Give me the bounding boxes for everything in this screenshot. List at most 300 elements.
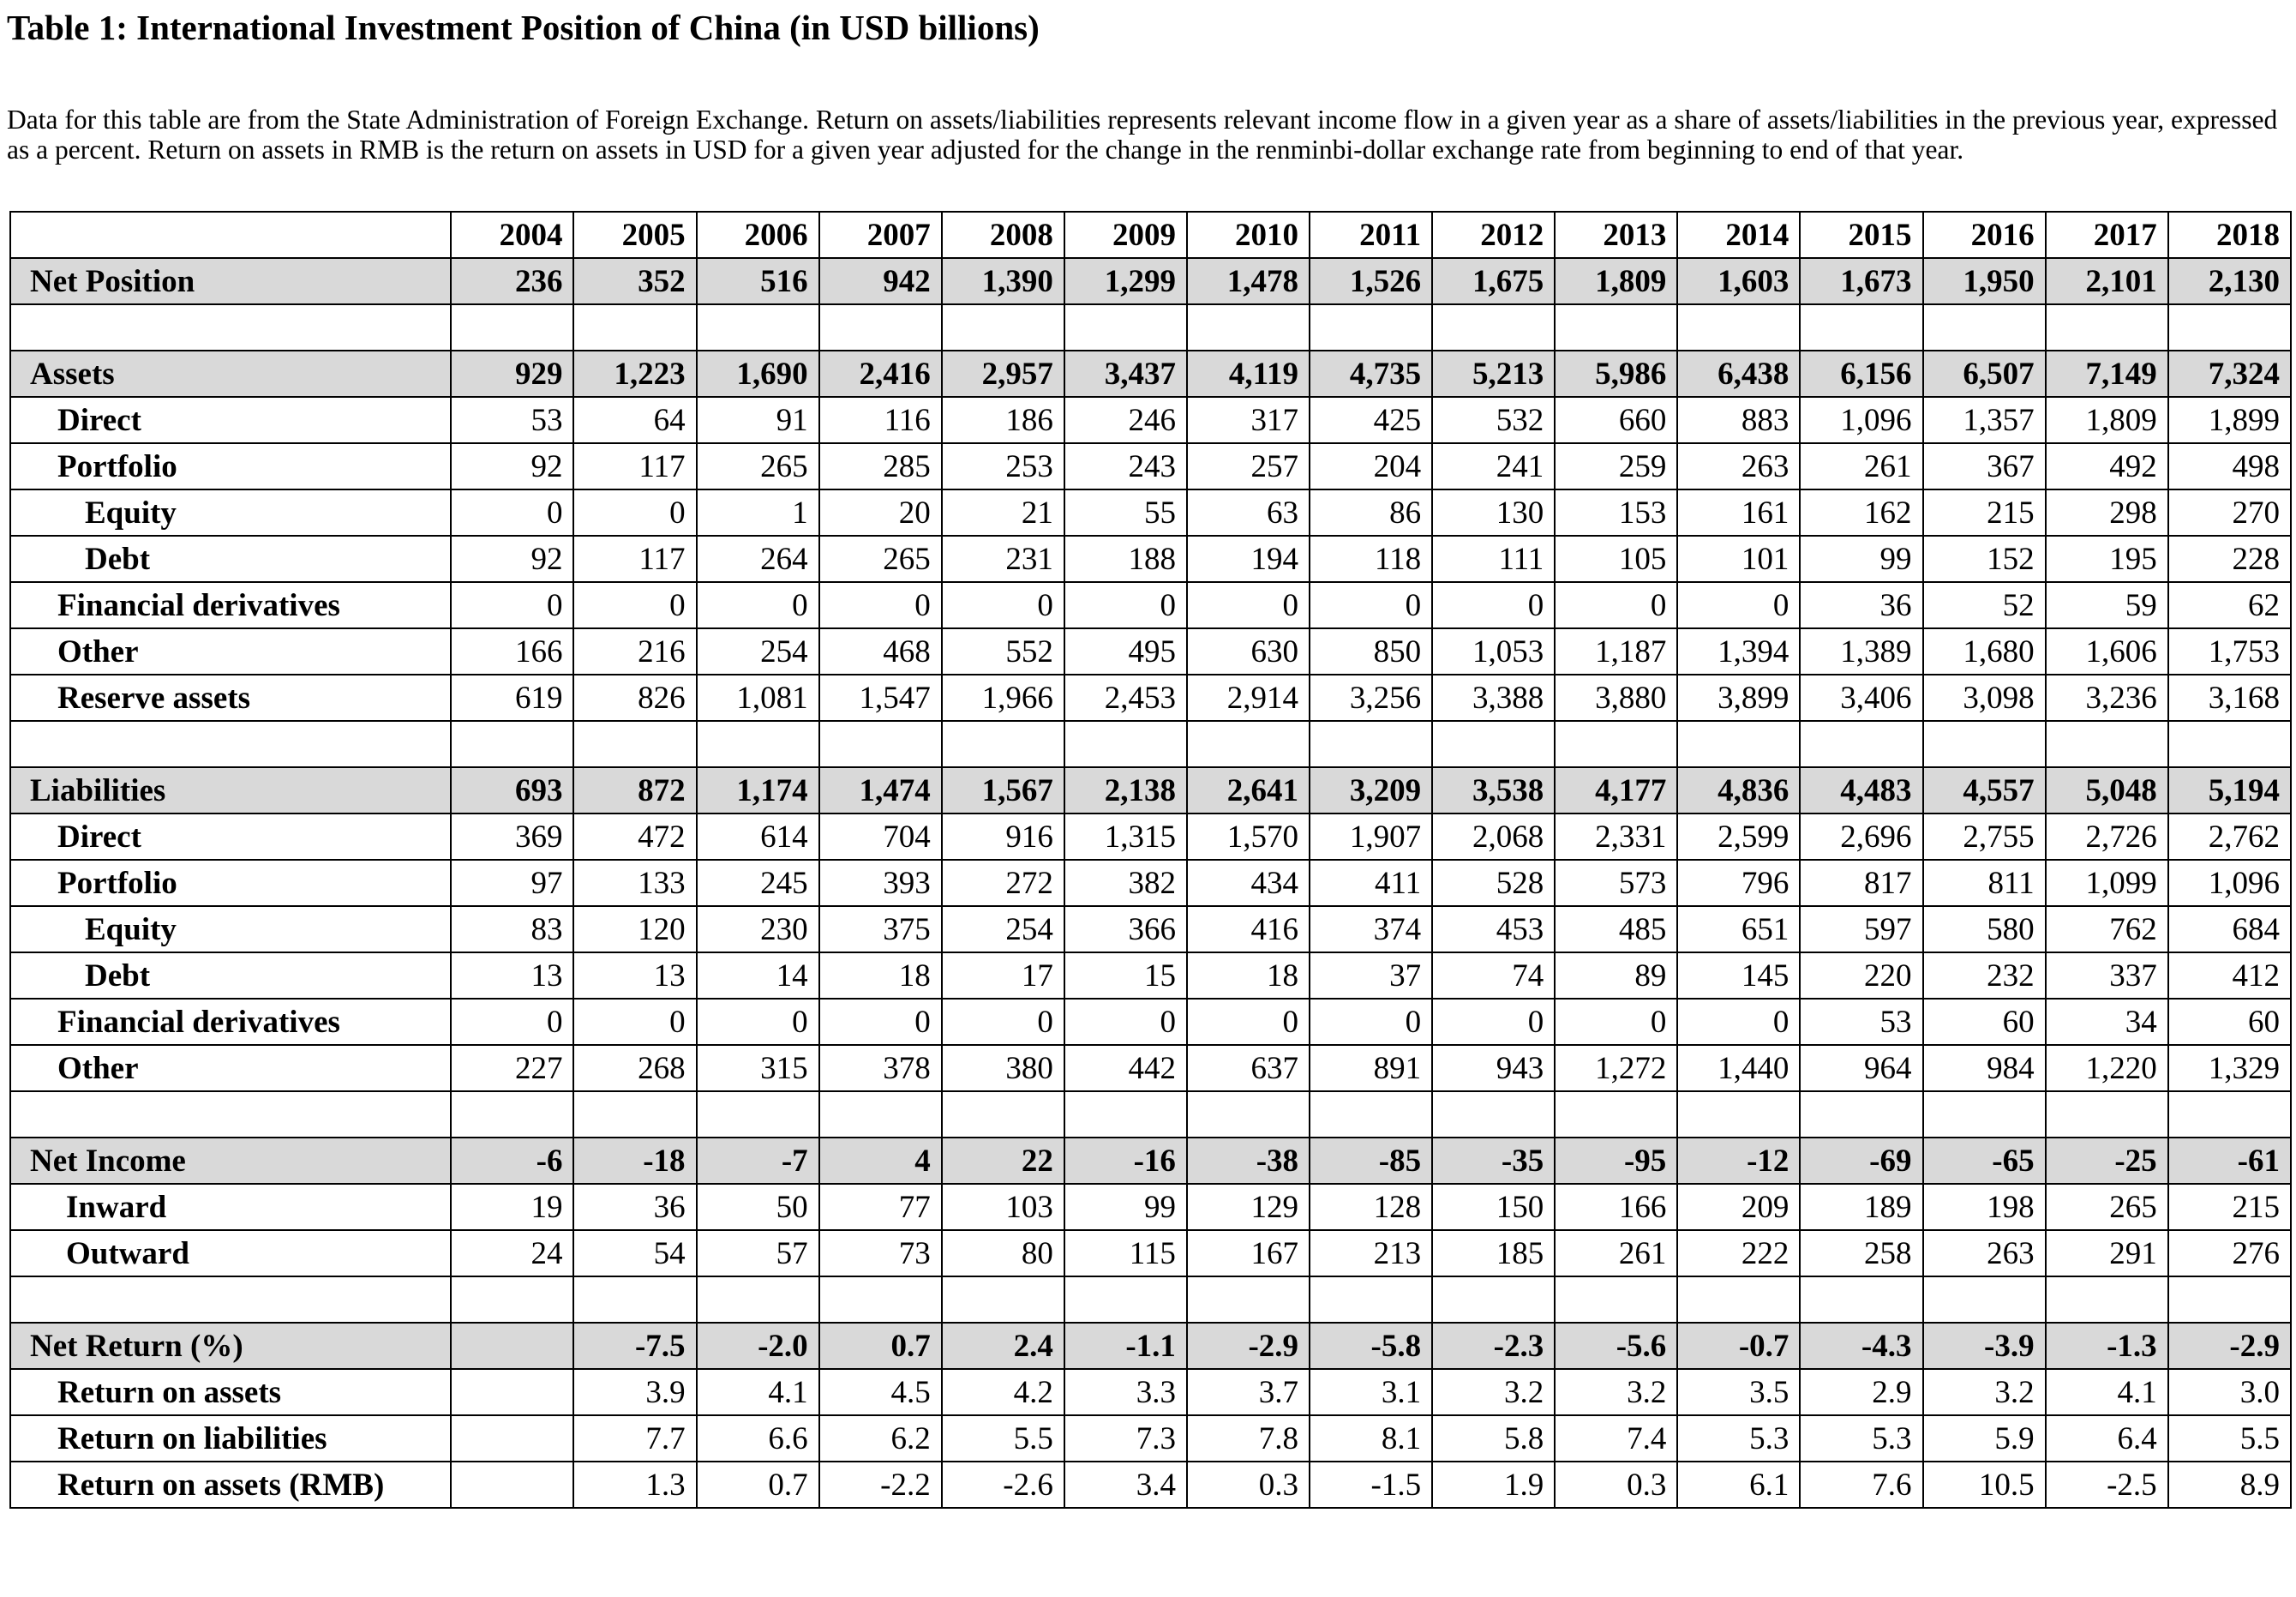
value-cell: 660 <box>1555 397 1677 443</box>
value-cell: 3,236 <box>2046 675 2168 721</box>
value-cell: 1.3 <box>573 1462 696 1508</box>
value-cell: 580 <box>1923 906 2046 952</box>
row-label: Equity <box>10 906 451 952</box>
value-cell: 268 <box>573 1045 696 1091</box>
value-cell: 337 <box>2046 952 2168 999</box>
value-cell: 0 <box>1555 582 1677 628</box>
value-cell: 1,440 <box>1677 1045 1800 1091</box>
empty-cell <box>451 1276 573 1323</box>
table-row <box>10 1415 2291 1462</box>
value-cell: 984 <box>1923 1045 2046 1091</box>
value-cell: 2,138 <box>1064 767 1187 814</box>
value-cell: 120 <box>573 906 696 952</box>
value-cell: 4.1 <box>2046 1369 2168 1415</box>
value-cell: -18 <box>573 1138 696 1184</box>
value-cell: 369 <box>451 814 573 860</box>
value-cell: 3.0 <box>2168 1369 2291 1415</box>
value-cell: -3.9 <box>1923 1323 2046 1369</box>
spacer-row <box>10 1091 2291 1138</box>
empty-cell <box>1432 1276 1555 1323</box>
empty-cell <box>2046 304 2168 351</box>
value-cell: 1,389 <box>1800 628 1922 675</box>
value-cell: 0 <box>1310 999 1432 1045</box>
row-label: Net Return (%) <box>10 1323 451 1369</box>
year-header-cell: 2016 <box>1923 212 2046 258</box>
value-cell: 498 <box>2168 443 2291 489</box>
value-cell: 532 <box>1432 397 1555 443</box>
value-cell: 762 <box>2046 906 2168 952</box>
table-row <box>10 999 2291 1045</box>
value-cell: 73 <box>819 1230 942 1276</box>
value-cell: 472 <box>573 814 696 860</box>
value-cell: 236 <box>451 258 573 304</box>
value-cell: 115 <box>1064 1230 1187 1276</box>
value-cell: 1,809 <box>1555 258 1677 304</box>
value-cell: 231 <box>942 536 1064 582</box>
value-cell: 1,220 <box>2046 1045 2168 1091</box>
empty-cell <box>1555 1276 1677 1323</box>
empty-cell <box>2168 304 2291 351</box>
year-header-cell: 2018 <box>2168 212 2291 258</box>
value-cell: 86 <box>1310 489 1432 536</box>
header-row <box>10 212 2291 258</box>
value-cell: 55 <box>1064 489 1187 536</box>
value-cell: 117 <box>573 536 696 582</box>
value-cell: 3,899 <box>1677 675 1800 721</box>
value-cell: 4,483 <box>1800 767 1922 814</box>
value-cell: 1,096 <box>2168 860 2291 906</box>
value-cell: 375 <box>819 906 942 952</box>
table-row <box>10 860 2291 906</box>
value-cell: 241 <box>1432 443 1555 489</box>
value-cell: 0 <box>1064 582 1187 628</box>
value-cell: 382 <box>1064 860 1187 906</box>
value-cell: 215 <box>2168 1184 2291 1230</box>
value-cell: 265 <box>697 443 819 489</box>
value-cell: 412 <box>2168 952 2291 999</box>
row-label: Return on assets (RMB) <box>10 1462 451 1508</box>
year-header-cell: 2013 <box>1555 212 1677 258</box>
empty-cell <box>1187 1276 1310 1323</box>
value-cell: 24 <box>451 1230 573 1276</box>
value-cell: 2,130 <box>2168 258 2291 304</box>
value-cell: 2,416 <box>819 351 942 397</box>
value-cell: 167 <box>1187 1230 1310 1276</box>
value-cell: 425 <box>1310 397 1432 443</box>
value-cell: 7,324 <box>2168 351 2291 397</box>
value-cell: 34 <box>2046 999 2168 1045</box>
value-cell: 453 <box>1432 906 1555 952</box>
value-cell: 2,641 <box>1187 767 1310 814</box>
empty-cell <box>1310 1091 1432 1138</box>
value-cell: 60 <box>1923 999 2046 1045</box>
value-cell: 204 <box>1310 443 1432 489</box>
empty-cell <box>1432 304 1555 351</box>
value-cell: 637 <box>1187 1045 1310 1091</box>
value-cell: 117 <box>573 443 696 489</box>
value-cell <box>451 1369 573 1415</box>
value-cell: -16 <box>1064 1138 1187 1184</box>
value-cell: 4 <box>819 1138 942 1184</box>
value-cell: 7.3 <box>1064 1415 1187 1462</box>
value-cell: 1,950 <box>1923 258 2046 304</box>
empty-cell <box>942 304 1064 351</box>
empty-cell <box>1187 1091 1310 1138</box>
value-cell: 0 <box>1677 999 1800 1045</box>
value-cell: 1,809 <box>2046 397 2168 443</box>
value-cell: 10.5 <box>1923 1462 2046 1508</box>
value-cell: 195 <box>2046 536 2168 582</box>
row-label: Assets <box>10 351 451 397</box>
spacer-row <box>10 721 2291 767</box>
value-cell: 0 <box>451 999 573 1045</box>
value-cell: 5.3 <box>1677 1415 1800 1462</box>
year-header-cell: 2011 <box>1310 212 1432 258</box>
value-cell: 6,507 <box>1923 351 2046 397</box>
value-cell: 272 <box>942 860 1064 906</box>
value-cell: 1,899 <box>2168 397 2291 443</box>
value-cell: 1,096 <box>1800 397 1922 443</box>
value-cell: -85 <box>1310 1138 1432 1184</box>
value-cell: 1,570 <box>1187 814 1310 860</box>
value-cell: 0 <box>573 489 696 536</box>
value-cell: 259 <box>1555 443 1677 489</box>
value-cell: 5.5 <box>2168 1415 2291 1462</box>
value-cell: 2,957 <box>942 351 1064 397</box>
table-row <box>10 906 2291 952</box>
value-cell: 943 <box>1432 1045 1555 1091</box>
value-cell: 3,406 <box>1800 675 1922 721</box>
value-cell: 99 <box>1800 536 1922 582</box>
row-label: Direct <box>10 814 451 860</box>
value-cell: 811 <box>1923 860 2046 906</box>
value-cell: 1.9 <box>1432 1462 1555 1508</box>
value-cell: 434 <box>1187 860 1310 906</box>
value-cell: 796 <box>1677 860 1800 906</box>
value-cell: -2.6 <box>942 1462 1064 1508</box>
section-row <box>10 258 2291 304</box>
row-label: Portfolio <box>10 443 451 489</box>
value-cell: 18 <box>1187 952 1310 999</box>
value-cell: 263 <box>1677 443 1800 489</box>
value-cell: 2,762 <box>2168 814 2291 860</box>
value-cell: 5.3 <box>1800 1415 1922 1462</box>
value-cell: 0 <box>1432 999 1555 1045</box>
value-cell: 3.9 <box>573 1369 696 1415</box>
empty-cell <box>697 1276 819 1323</box>
empty-cell <box>1800 1091 1922 1138</box>
row-label: Other <box>10 1045 451 1091</box>
value-cell: 4,119 <box>1187 351 1310 397</box>
value-cell: 6.6 <box>697 1415 819 1462</box>
value-cell: 3.4 <box>1064 1462 1187 1508</box>
value-cell: 5.5 <box>942 1415 1064 1462</box>
value-cell: 1,272 <box>1555 1045 1677 1091</box>
value-cell: 198 <box>1923 1184 2046 1230</box>
value-cell: 257 <box>1187 443 1310 489</box>
value-cell: -2.9 <box>1187 1323 1310 1369</box>
empty-cell <box>1923 304 2046 351</box>
year-header-cell: 2014 <box>1677 212 1800 258</box>
value-cell <box>451 1415 573 1462</box>
value-cell: 1,299 <box>1064 258 1187 304</box>
value-cell: 6.2 <box>819 1415 942 1462</box>
value-cell: 97 <box>451 860 573 906</box>
table-row <box>10 1230 2291 1276</box>
value-cell: 0.3 <box>1555 1462 1677 1508</box>
empty-cell <box>1555 304 1677 351</box>
value-cell: 4.5 <box>819 1369 942 1415</box>
empty-cell <box>1923 721 2046 767</box>
value-cell: 213 <box>1310 1230 1432 1276</box>
empty-cell <box>1310 304 1432 351</box>
value-cell: -25 <box>2046 1138 2168 1184</box>
empty-cell <box>2046 721 2168 767</box>
row-label: Inward <box>10 1184 451 1230</box>
value-cell: 1,966 <box>942 675 1064 721</box>
value-cell: 83 <box>451 906 573 952</box>
value-cell: 1,675 <box>1432 258 1555 304</box>
value-cell: 291 <box>2046 1230 2168 1276</box>
row-label: Other <box>10 628 451 675</box>
value-cell: 92 <box>451 443 573 489</box>
value-cell: 5,048 <box>2046 767 2168 814</box>
value-cell: 4,735 <box>1310 351 1432 397</box>
value-cell: 194 <box>1187 536 1310 582</box>
table-row <box>10 814 2291 860</box>
value-cell: 3,168 <box>2168 675 2291 721</box>
value-cell: 5,986 <box>1555 351 1677 397</box>
value-cell: 8.9 <box>2168 1462 2291 1508</box>
value-cell: 215 <box>1923 489 2046 536</box>
empty-cell <box>697 304 819 351</box>
value-cell: 0.7 <box>819 1323 942 1369</box>
empty-cell <box>10 304 451 351</box>
value-cell: 916 <box>942 814 1064 860</box>
value-cell: 1,187 <box>1555 628 1677 675</box>
table-row <box>10 489 2291 536</box>
value-cell: 352 <box>573 258 696 304</box>
value-cell: 4,557 <box>1923 767 2046 814</box>
row-label: Liabilities <box>10 767 451 814</box>
iip-table <box>9 211 2292 1509</box>
value-cell: 1,394 <box>1677 628 1800 675</box>
value-cell: 2,726 <box>2046 814 2168 860</box>
year-header-cell: 2009 <box>1064 212 1187 258</box>
empty-cell <box>1064 304 1187 351</box>
value-cell: 0 <box>942 582 1064 628</box>
value-cell: 0 <box>697 582 819 628</box>
value-cell: 18 <box>819 952 942 999</box>
value-cell: 166 <box>451 628 573 675</box>
value-cell: 495 <box>1064 628 1187 675</box>
value-cell: 128 <box>1310 1184 1432 1230</box>
value-cell: 20 <box>819 489 942 536</box>
empty-cell <box>1677 1276 1800 1323</box>
empty-cell <box>451 721 573 767</box>
row-label: Debt <box>10 952 451 999</box>
value-cell: 374 <box>1310 906 1432 952</box>
value-cell: 3.5 <box>1677 1369 1800 1415</box>
value-cell: 442 <box>1064 1045 1187 1091</box>
value-cell: -7.5 <box>573 1323 696 1369</box>
value-cell: 929 <box>451 351 573 397</box>
empty-cell <box>2046 1276 2168 1323</box>
value-cell: 2,755 <box>1923 814 2046 860</box>
spacer-row <box>10 304 2291 351</box>
table-row <box>10 536 2291 582</box>
value-cell: 228 <box>2168 536 2291 582</box>
value-cell: 105 <box>1555 536 1677 582</box>
value-cell: 0 <box>697 999 819 1045</box>
value-cell: 276 <box>2168 1230 2291 1276</box>
empty-cell <box>1432 721 1555 767</box>
value-cell: -5.6 <box>1555 1323 1677 1369</box>
value-cell: 2,101 <box>2046 258 2168 304</box>
value-cell: 3,437 <box>1064 351 1187 397</box>
row-label: Direct <box>10 397 451 443</box>
value-cell: -69 <box>1800 1138 1922 1184</box>
value-cell: 129 <box>1187 1184 1310 1230</box>
value-cell: 186 <box>942 397 1064 443</box>
empty-cell <box>942 1091 1064 1138</box>
value-cell: 254 <box>942 906 1064 952</box>
value-cell: 8.1 <box>1310 1415 1432 1462</box>
value-cell: 152 <box>1923 536 2046 582</box>
value-cell <box>451 1462 573 1508</box>
empty-cell <box>697 721 819 767</box>
empty-cell <box>819 304 942 351</box>
value-cell: 1,753 <box>2168 628 2291 675</box>
row-label: Financial derivatives <box>10 582 451 628</box>
value-cell: 162 <box>1800 489 1922 536</box>
value-cell: 99 <box>1064 1184 1187 1230</box>
value-cell: 4.1 <box>697 1369 819 1415</box>
value-cell: 1,053 <box>1432 628 1555 675</box>
value-cell: -61 <box>2168 1138 2291 1184</box>
value-cell: 516 <box>697 258 819 304</box>
year-header-cell: 2006 <box>697 212 819 258</box>
value-cell: 222 <box>1677 1230 1800 1276</box>
value-cell: 5,213 <box>1432 351 1555 397</box>
empty-cell <box>1800 1276 1922 1323</box>
value-cell: 246 <box>1064 397 1187 443</box>
value-cell: 59 <box>2046 582 2168 628</box>
table-row <box>10 582 2291 628</box>
value-cell: 528 <box>1432 860 1555 906</box>
value-cell: 411 <box>1310 860 1432 906</box>
value-cell: 116 <box>819 397 942 443</box>
value-cell: 416 <box>1187 906 1310 952</box>
year-header-cell: 2005 <box>573 212 696 258</box>
table-row <box>10 443 2291 489</box>
value-cell: 118 <box>1310 536 1432 582</box>
value-cell: 2,453 <box>1064 675 1187 721</box>
value-cell: 80 <box>942 1230 1064 1276</box>
value-cell: 0 <box>1677 582 1800 628</box>
value-cell: 111 <box>1432 536 1555 582</box>
value-cell: 130 <box>1432 489 1555 536</box>
value-cell: 317 <box>1187 397 1310 443</box>
empty-cell <box>1800 721 1922 767</box>
value-cell: 0 <box>1187 999 1310 1045</box>
row-label: Equity <box>10 489 451 536</box>
empty-cell <box>10 1276 451 1323</box>
value-cell: -7 <box>697 1138 819 1184</box>
empty-cell <box>697 1091 819 1138</box>
value-cell: 64 <box>573 397 696 443</box>
empty-cell <box>1677 304 1800 351</box>
value-cell: -2.5 <box>2046 1462 2168 1508</box>
value-cell: 1,907 <box>1310 814 1432 860</box>
empty-cell <box>10 1091 451 1138</box>
value-cell: 145 <box>1677 952 1800 999</box>
value-cell: -4.3 <box>1800 1323 1922 1369</box>
value-cell: -6 <box>451 1138 573 1184</box>
section-row <box>10 351 2291 397</box>
value-cell: 1,474 <box>819 767 942 814</box>
empty-cell <box>2046 1091 2168 1138</box>
value-cell: 254 <box>697 628 819 675</box>
empty-cell <box>10 721 451 767</box>
value-cell: 258 <box>1800 1230 1922 1276</box>
value-cell: 1,526 <box>1310 258 1432 304</box>
value-cell: 62 <box>2168 582 2291 628</box>
value-cell: 50 <box>697 1184 819 1230</box>
value-cell: -0.7 <box>1677 1323 1800 1369</box>
table-row <box>10 1462 2291 1508</box>
value-cell: 817 <box>1800 860 1922 906</box>
value-cell: 232 <box>1923 952 2046 999</box>
value-cell: 630 <box>1187 628 1310 675</box>
value-cell: 265 <box>819 536 942 582</box>
row-label: Reserve assets <box>10 675 451 721</box>
row-label: Return on assets <box>10 1369 451 1415</box>
value-cell: 2,696 <box>1800 814 1922 860</box>
year-header-cell: 2017 <box>2046 212 2168 258</box>
value-cell: 0.3 <box>1187 1462 1310 1508</box>
value-cell: 3,538 <box>1432 767 1555 814</box>
year-header-cell: 2008 <box>942 212 1064 258</box>
value-cell: -1.1 <box>1064 1323 1187 1369</box>
value-cell: 1,223 <box>573 351 696 397</box>
value-cell: 1,390 <box>942 258 1064 304</box>
value-cell: 14 <box>697 952 819 999</box>
value-cell: 89 <box>1555 952 1677 999</box>
value-cell: 161 <box>1677 489 1800 536</box>
value-cell: 216 <box>573 628 696 675</box>
value-cell: 883 <box>1677 397 1800 443</box>
value-cell: 188 <box>1064 536 1187 582</box>
value-cell: 3.3 <box>1064 1369 1187 1415</box>
value-cell: -1.3 <box>2046 1323 2168 1369</box>
value-cell: 3,209 <box>1310 767 1432 814</box>
empty-cell <box>942 721 1064 767</box>
value-cell: 77 <box>819 1184 942 1230</box>
value-cell <box>451 1323 573 1369</box>
value-cell: 2.4 <box>942 1323 1064 1369</box>
value-cell: 3.7 <box>1187 1369 1310 1415</box>
value-cell: -12 <box>1677 1138 1800 1184</box>
value-cell: 36 <box>573 1184 696 1230</box>
value-cell: 1,099 <box>2046 860 2168 906</box>
value-cell: 693 <box>451 767 573 814</box>
empty-cell <box>2168 1091 2291 1138</box>
value-cell: 243 <box>1064 443 1187 489</box>
table-row <box>10 1184 2291 1230</box>
value-cell: 209 <box>1677 1184 1800 1230</box>
table-row <box>10 397 2291 443</box>
